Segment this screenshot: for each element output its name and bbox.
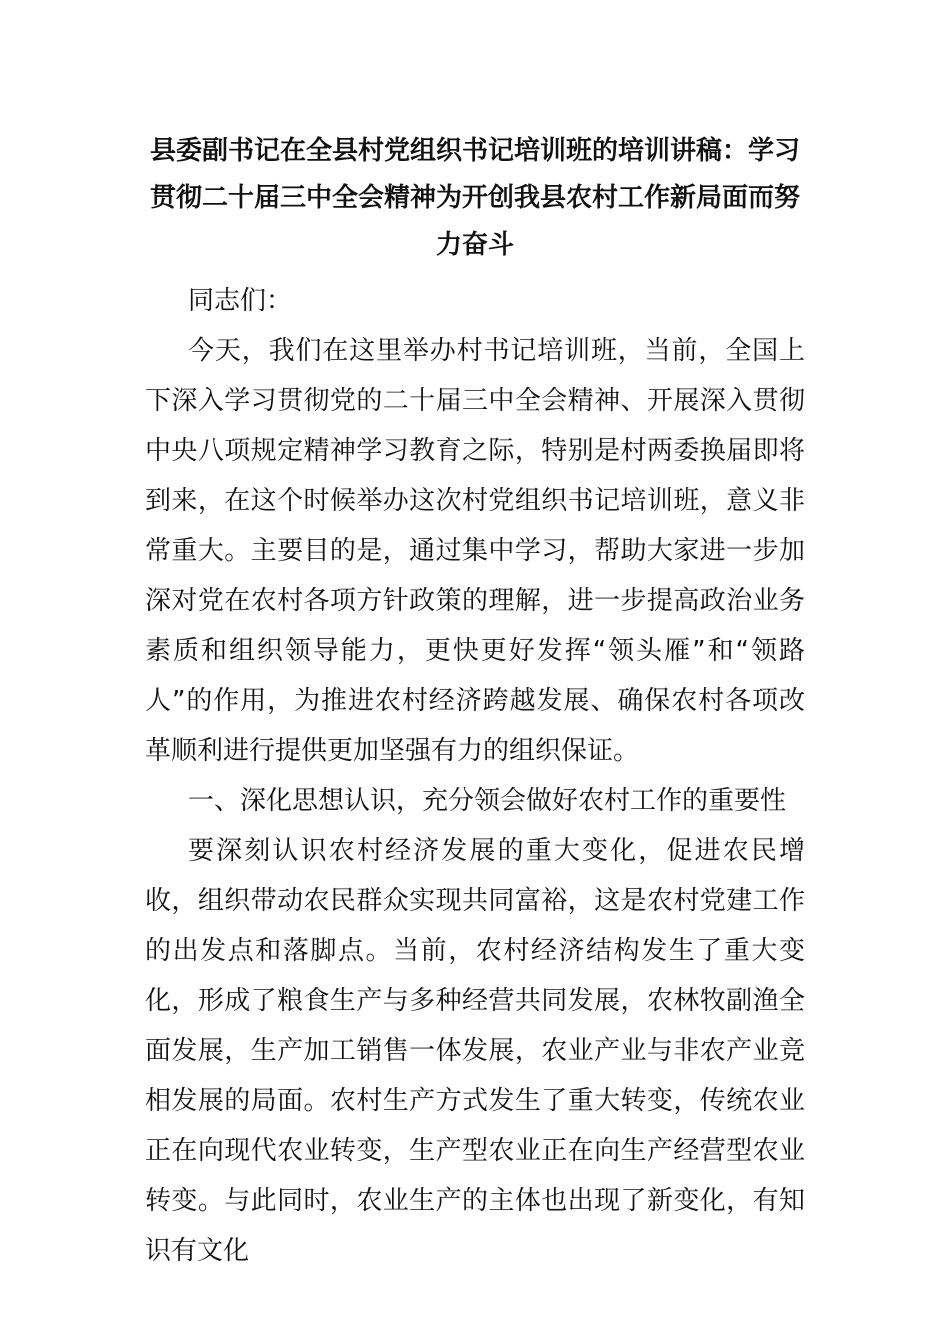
document-body [145, 276, 805, 1276]
intro-paragraph: 今天，我们在这里举办村书记培训班，当前，全国上下深入学习贯彻党的二十届三中全会精神、开展深入贯彻中央八项规定精神学习教育之际，特别是村两委换届即将到来，在这个时候举办这次村党组织书记培训班，意义非常重大。主要目的是，通过集中学习，帮助大家进一步加深对党在农村各项方针政策的理解，进一步提高政治业务素质和组织领导能力，更快更好发挥“领头雁”和“领路人”的作用，为推进农村经济跨越发展、确保农村各项改革顺利进行提供更加坚强有力的组织保证。 [145, 336, 805, 766]
section-heading: 一、深化思想认识，充分领会做好农村工作的重要性 [188, 786, 787, 816]
document-title: 县委副书记在全县村党组织书记培训班的培训讲稿：学习贯彻二十届三中全会精神为开创我县农村工作新局面而努力奋斗 [149, 136, 800, 260]
body-paragraph: 要深刻认识农村经济发展的重大变化，促进农民增收，组织带动农民群众实现共同富裕，这是农村党建工作的出发点和落脚点。当前，农村经济结构发生了重大变化，形成了粮食生产与多种经营共同发展，农林牧副渔全面发展，生产加工销售一体发展，农业产业与非农产业竞相发展的局面。农村生产方式发生了重大转变，传统农业正在向现代农业转变，生产型农业正在向生产经营型农业转变。与此同时，农业生产的主体也出现了新变化，有知识有文化 [145, 836, 805, 1266]
salutation-paragraph: 同志们： [188, 286, 293, 316]
